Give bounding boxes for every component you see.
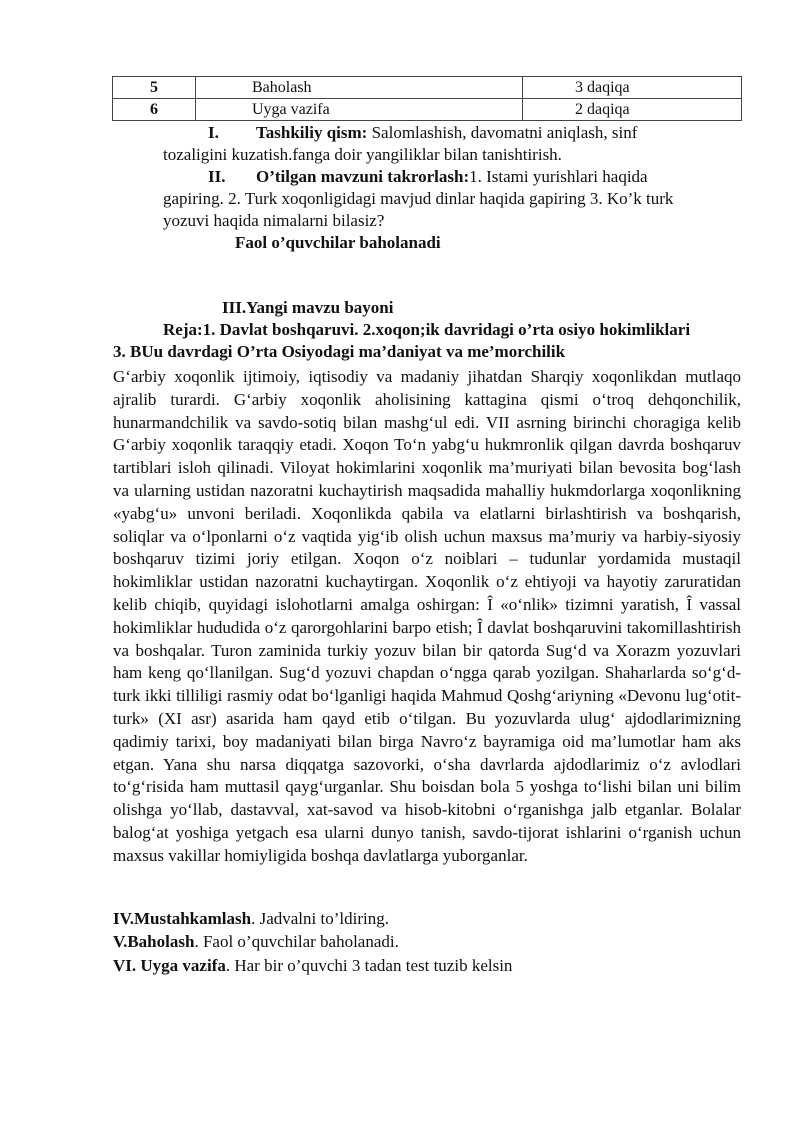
section-2-heading	[208, 166, 648, 188]
section-6-text: . Har bir o’quvchi 3 tadan test tuzib kelsin	[225, 956, 513, 975]
table-row	[113, 77, 742, 99]
active-students-note: Faol o’quvchilar baholanadi	[235, 233, 441, 252]
row-duration: 3 daqiqa	[523, 77, 742, 99]
section-6-title: VI. Uyga vazifa	[113, 956, 226, 975]
section-1-text-cont: tozaligini kuzatish.fanga doir yangiliklar bilan tanishtirish.	[163, 145, 562, 164]
section-2-numeral: II.	[208, 167, 226, 186]
section-2-text: 1. Istami yurishlari haqida	[469, 167, 648, 186]
section-5	[113, 931, 399, 953]
row-number: 6	[113, 99, 196, 121]
section-4	[113, 908, 389, 930]
body-paragraph: G‘arbiy xoqonlik ijtimoiy, iqtisodiy va madaniy jihatdan Sharqiy xoqonlikdan mutlaqo ajralib turardi. G‘arbiy xoqonlik aholisining kattagina qismi o‘troq dehqonchilik, hunarmandchilik va savdo-sotiq bilan mashg‘ul edi. VII asrning birinchi choragiga kelib G‘arbiy xoqonlik taraqqiy etadi. Xoqon To‘n yabg‘u hukmronlik qilgan davrda boshqaruv tartiblari isloh qilinadi. Viloyat hokimlarini xoqonlik ma’muriyati bilan bevosita bog‘lash va ularning ustidan nazoratni kuchaytirish maqsadida mahalliy hukmdorlarga xoqonlikning «yabg‘u» unvoni beriladi. Xoqonlikda qabila va elatlarni birlashtirish va boshqarish, soliqlar va o‘lponlarni o‘z vaqtida yig‘ib olish uchun maxsus ma’muriy va harbiy-siyosiy boshqaruv tizimi joriy etilgan. Xoqon o‘z noiblari – tudunlar yordamida mustaqil hokimliklar ustidan nazoratni kuchaytirgan. Xoqonlik o‘z ehtiyoji va hayotiy zaruratidan kelib chiqib, quyidagi islohotlarni amalga oshirgan: Î «o‘nlik» tizimni yaratish, Î vassal hokimliklar hududida o‘z qarorgohlarini barpo etish; Î davlat boshqaruvini takomillashtirish va boshqalar. Turon zaminida turkiy yozuv bilan bir qatorda Sug‘d va Xorazm yozuvlari ham keng qo‘llanilgan. Sug‘d yozuvi chapdan o‘ngga qarab yozilgan. Shaharlarda so‘g‘d-turk ikki tilliligi rasmiy odat bo‘lganligi haqida Mahmud Qoshg‘ariyning «Devonu lug‘otit-turk» (XI asr) asarida ham qayd etib o‘tilgan. Bu yozuvlarda ulug‘ ajdodlarimizning qadimiy tarixi, boy madaniyati bilan birga Navro‘z bayramiga oid ma’lumotlar ham aks etgan. Yana shu narsa diqqatga sazovorki, o‘sha davrlarda ajdodlarimiz o‘z avlodlari to‘g‘risida ham muttasil qayg‘urganlar. Shu boisdan bola 5 yoshga to‘lishi bilan uni bilim olishga yo‘llab, dastavval, xat-savod va hisob-kitobni o‘rganishga jalb etganlar. Bolalar balog‘at yoshiga yetgach esa ularni dunyo tanish, savdo-tijorat ishlarini o‘rganish uchun maxsus vakillar homiyligida boshqa davlatlarga yuborganlar.	[113, 367, 741, 865]
lesson-plan-table	[112, 76, 742, 121]
section-3-heading: III.Yangi mavzu bayoni	[222, 298, 394, 317]
section-2-text-cont: gapiring. 2. Turk xoqonligidagi mavjud dinlar haqida gapiring 3. Ko’k turk	[163, 189, 674, 208]
lesson-body	[113, 366, 741, 868]
section-6	[113, 955, 512, 977]
section-1-numeral: I.	[208, 123, 219, 142]
section-5-title: V.Baholash	[113, 932, 195, 951]
plan-line-2: 3. BUu davrdagi O’rta Osiyodagi ma’daniyat va me’morchilik	[113, 342, 566, 361]
row-duration: 2 daqiqa	[523, 99, 742, 121]
section-2-text-cont2: yozuvi haqida nimalarni bilasiz?	[163, 211, 385, 230]
section-4-title: IV.Mustahkamlash	[113, 909, 252, 928]
section-1-title: Tashkiliy qism:	[256, 123, 368, 142]
table-row	[113, 99, 742, 121]
section-2-title: O’tilgan mavzuni takrorlash:	[256, 167, 470, 186]
section-1-heading	[208, 122, 637, 144]
section-5-text: . Faol o’quvchilar baholanadi.	[194, 932, 399, 951]
row-stage: Baholash	[196, 77, 523, 99]
section-4-text: . Jadvalni to’ldiring.	[251, 909, 389, 928]
plan-line-1: Reja:1. Davlat boshqaruvi. 2.xoqon;ik davridagi o’rta osiyo hokimliklari	[163, 320, 691, 339]
row-number: 5	[113, 77, 196, 99]
section-1-text: Salomlashish, davomatni aniqlash, sinf	[367, 123, 638, 142]
row-stage: Uyga vazifa	[196, 99, 523, 121]
